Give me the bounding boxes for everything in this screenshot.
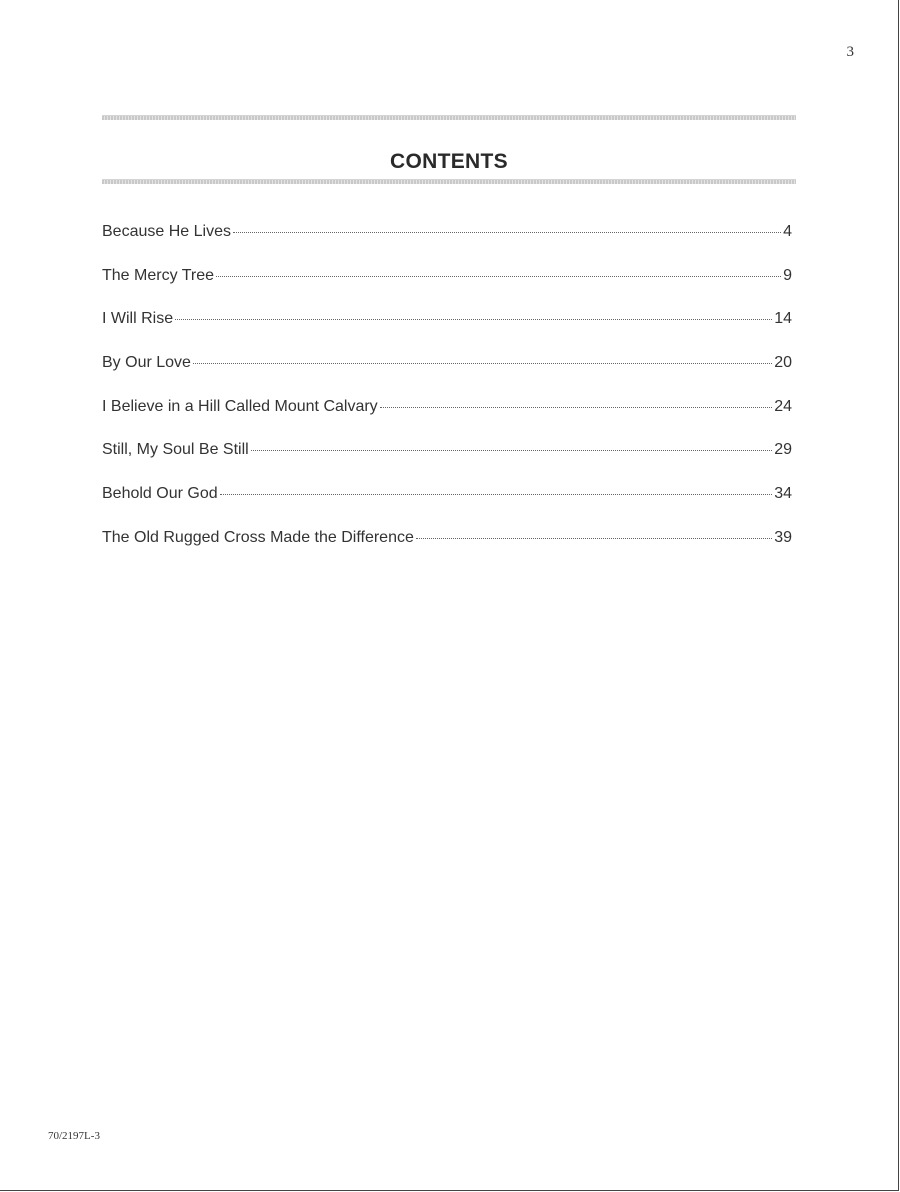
toc-entry-title: Behold Our God bbox=[102, 485, 218, 503]
toc-leader-dots bbox=[251, 450, 772, 451]
toc-entry[interactable] bbox=[102, 485, 792, 529]
toc-entry[interactable] bbox=[102, 267, 792, 311]
toc-entry[interactable] bbox=[102, 529, 792, 573]
toc-leader-dots bbox=[193, 363, 772, 364]
toc-leader-dots bbox=[233, 232, 781, 233]
toc-entry-page: 24 bbox=[774, 397, 792, 415]
toc-entry-title: By Our Love bbox=[102, 354, 191, 372]
toc-leader-dots bbox=[380, 407, 773, 408]
page-number: 3 bbox=[846, 44, 854, 60]
toc-entry[interactable] bbox=[102, 354, 792, 398]
toc-entry-page: 9 bbox=[783, 266, 792, 284]
toc-entry-page: 14 bbox=[774, 310, 792, 328]
toc-entry-title: I Will Rise bbox=[102, 310, 174, 328]
toc-entry[interactable] bbox=[102, 310, 792, 354]
toc-entry-title: The Mercy Tree bbox=[102, 266, 215, 284]
toc-entry-page: 20 bbox=[774, 354, 792, 372]
toc-entry-page: 34 bbox=[774, 485, 792, 503]
toc-entry-title: Still, My Soul Be Still bbox=[102, 441, 249, 459]
table-of-contents bbox=[102, 223, 792, 573]
toc-leader-dots bbox=[220, 494, 773, 495]
toc-entry-title: Because He Lives bbox=[102, 223, 231, 240]
toc-entry-page: 29 bbox=[774, 441, 792, 459]
heading-rule-bottom bbox=[102, 179, 796, 184]
toc-entry-title: I Believe in a Hill Called Mount Calvary bbox=[102, 397, 378, 415]
toc-leader-dots bbox=[416, 538, 772, 539]
toc-entry[interactable] bbox=[102, 223, 792, 267]
contents-heading: CONTENTS bbox=[390, 150, 508, 174]
toc-entry-page: 4 bbox=[783, 223, 792, 240]
toc-entry[interactable] bbox=[102, 441, 792, 485]
toc-entry-page: 39 bbox=[774, 528, 792, 546]
toc-entry-title: The Old Rugged Cross Made the Difference bbox=[102, 528, 414, 546]
toc-entry[interactable] bbox=[102, 398, 792, 442]
toc-leader-dots bbox=[175, 319, 772, 320]
toc-leader-dots bbox=[216, 276, 781, 277]
footer-catalog-code: 70/2197L-3 bbox=[48, 1130, 100, 1142]
heading-rule-top bbox=[102, 115, 796, 120]
